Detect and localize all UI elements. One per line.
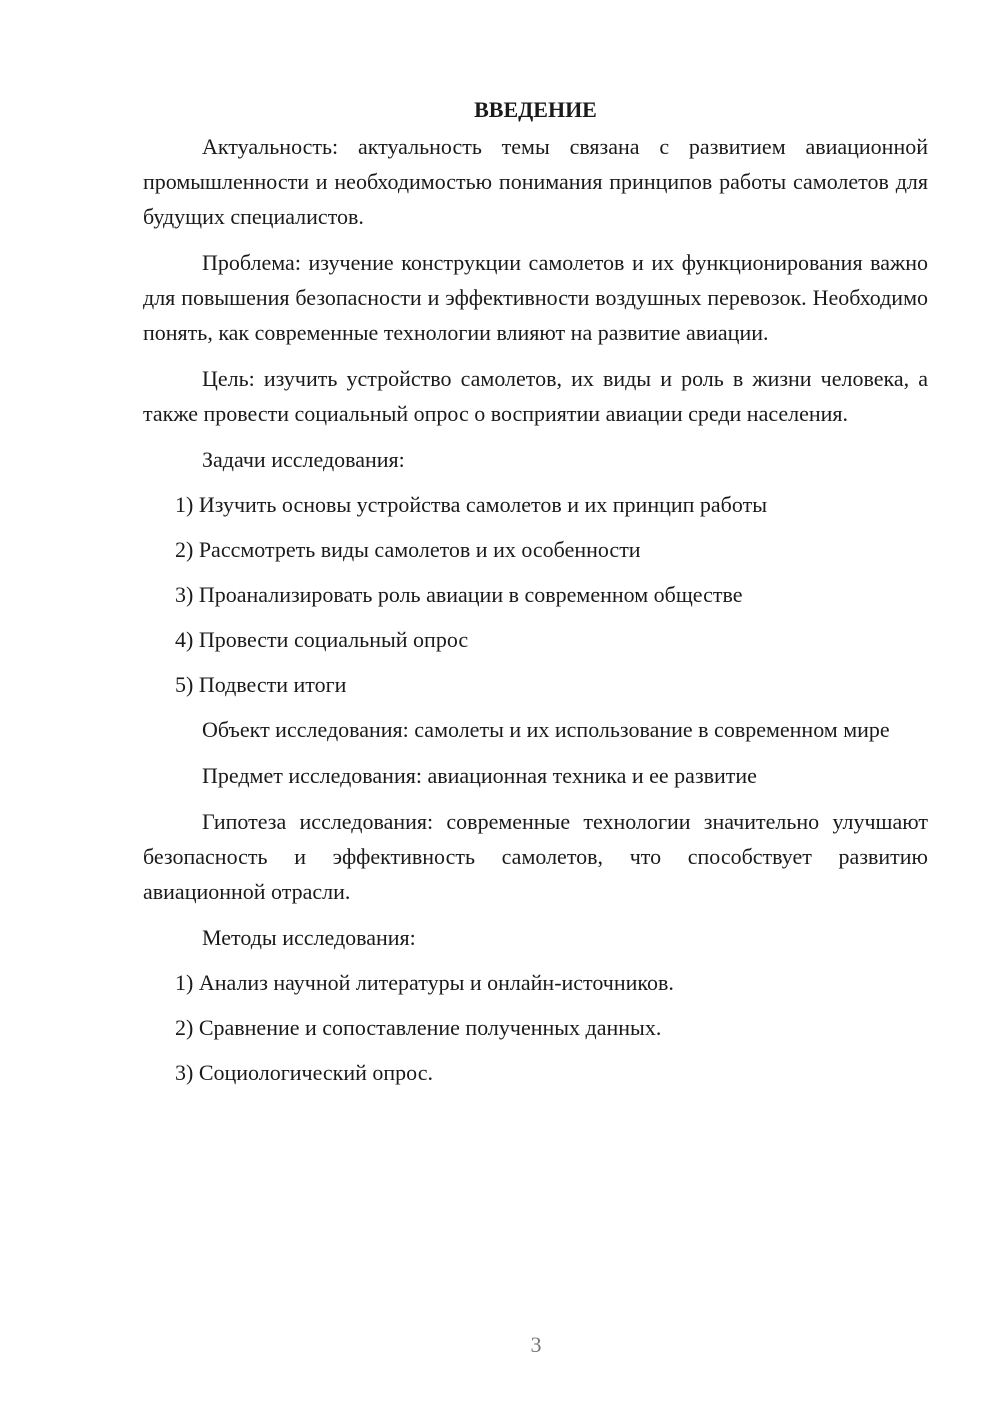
paragraph-actuality: Актуальность: актуальность темы связана с развитием авиационной промышленности и необходимостью понимания принципов работы самолетов для будущих специалистов.: [143, 134, 928, 229]
paragraph-hypothesis: Гипотеза исследования: современные технологии значительно улучшают безопасность и эффективность самолетов, что способствует развитию авиационной отрасли.: [143, 809, 928, 904]
task-item: 4) Провести социальный опрос: [175, 627, 469, 652]
method-item: 2) Сравнение и сопоставление полученных данных.: [175, 1015, 662, 1040]
paragraph-problem: Проблема: изучение конструкции самолетов и их функционирования важно для повышения безопасности и эффективности воздушных перевозок. Необходимо понять, как современные технологии влияют на развитие авиации.: [143, 250, 928, 345]
page-content: [143, 92, 928, 1090]
paragraph-object: Объект исследования: самолеты и их использование в современном мире: [202, 717, 890, 742]
method-item: 3) Социологический опрос.: [175, 1060, 433, 1085]
task-item: 5) Подвести итоги: [175, 672, 347, 697]
paragraph-goal: Цель: изучить устройство самолетов, их виды и роль в жизни человека, а также провести социальный опрос о восприятии авиации среди населения.: [143, 366, 928, 426]
task-item: 1) Изучить основы устройства самолетов и их принцип работы: [175, 492, 767, 517]
page-number: 3: [530, 1332, 542, 1357]
methods-heading: Методы исследования:: [202, 925, 416, 950]
task-item: 2) Рассмотреть виды самолетов и их особенности: [175, 537, 641, 562]
section-title: ВВЕДЕНИЕ: [474, 97, 597, 122]
task-item: 3) Проанализировать роль авиации в современном обществе: [175, 582, 743, 607]
method-item: 1) Анализ научной литературы и онлайн-источников.: [175, 970, 674, 995]
paragraph-subject: Предмет исследования: авиационная техника и ее развитие: [202, 763, 757, 788]
tasks-heading: Задачи исследования:: [202, 447, 405, 472]
